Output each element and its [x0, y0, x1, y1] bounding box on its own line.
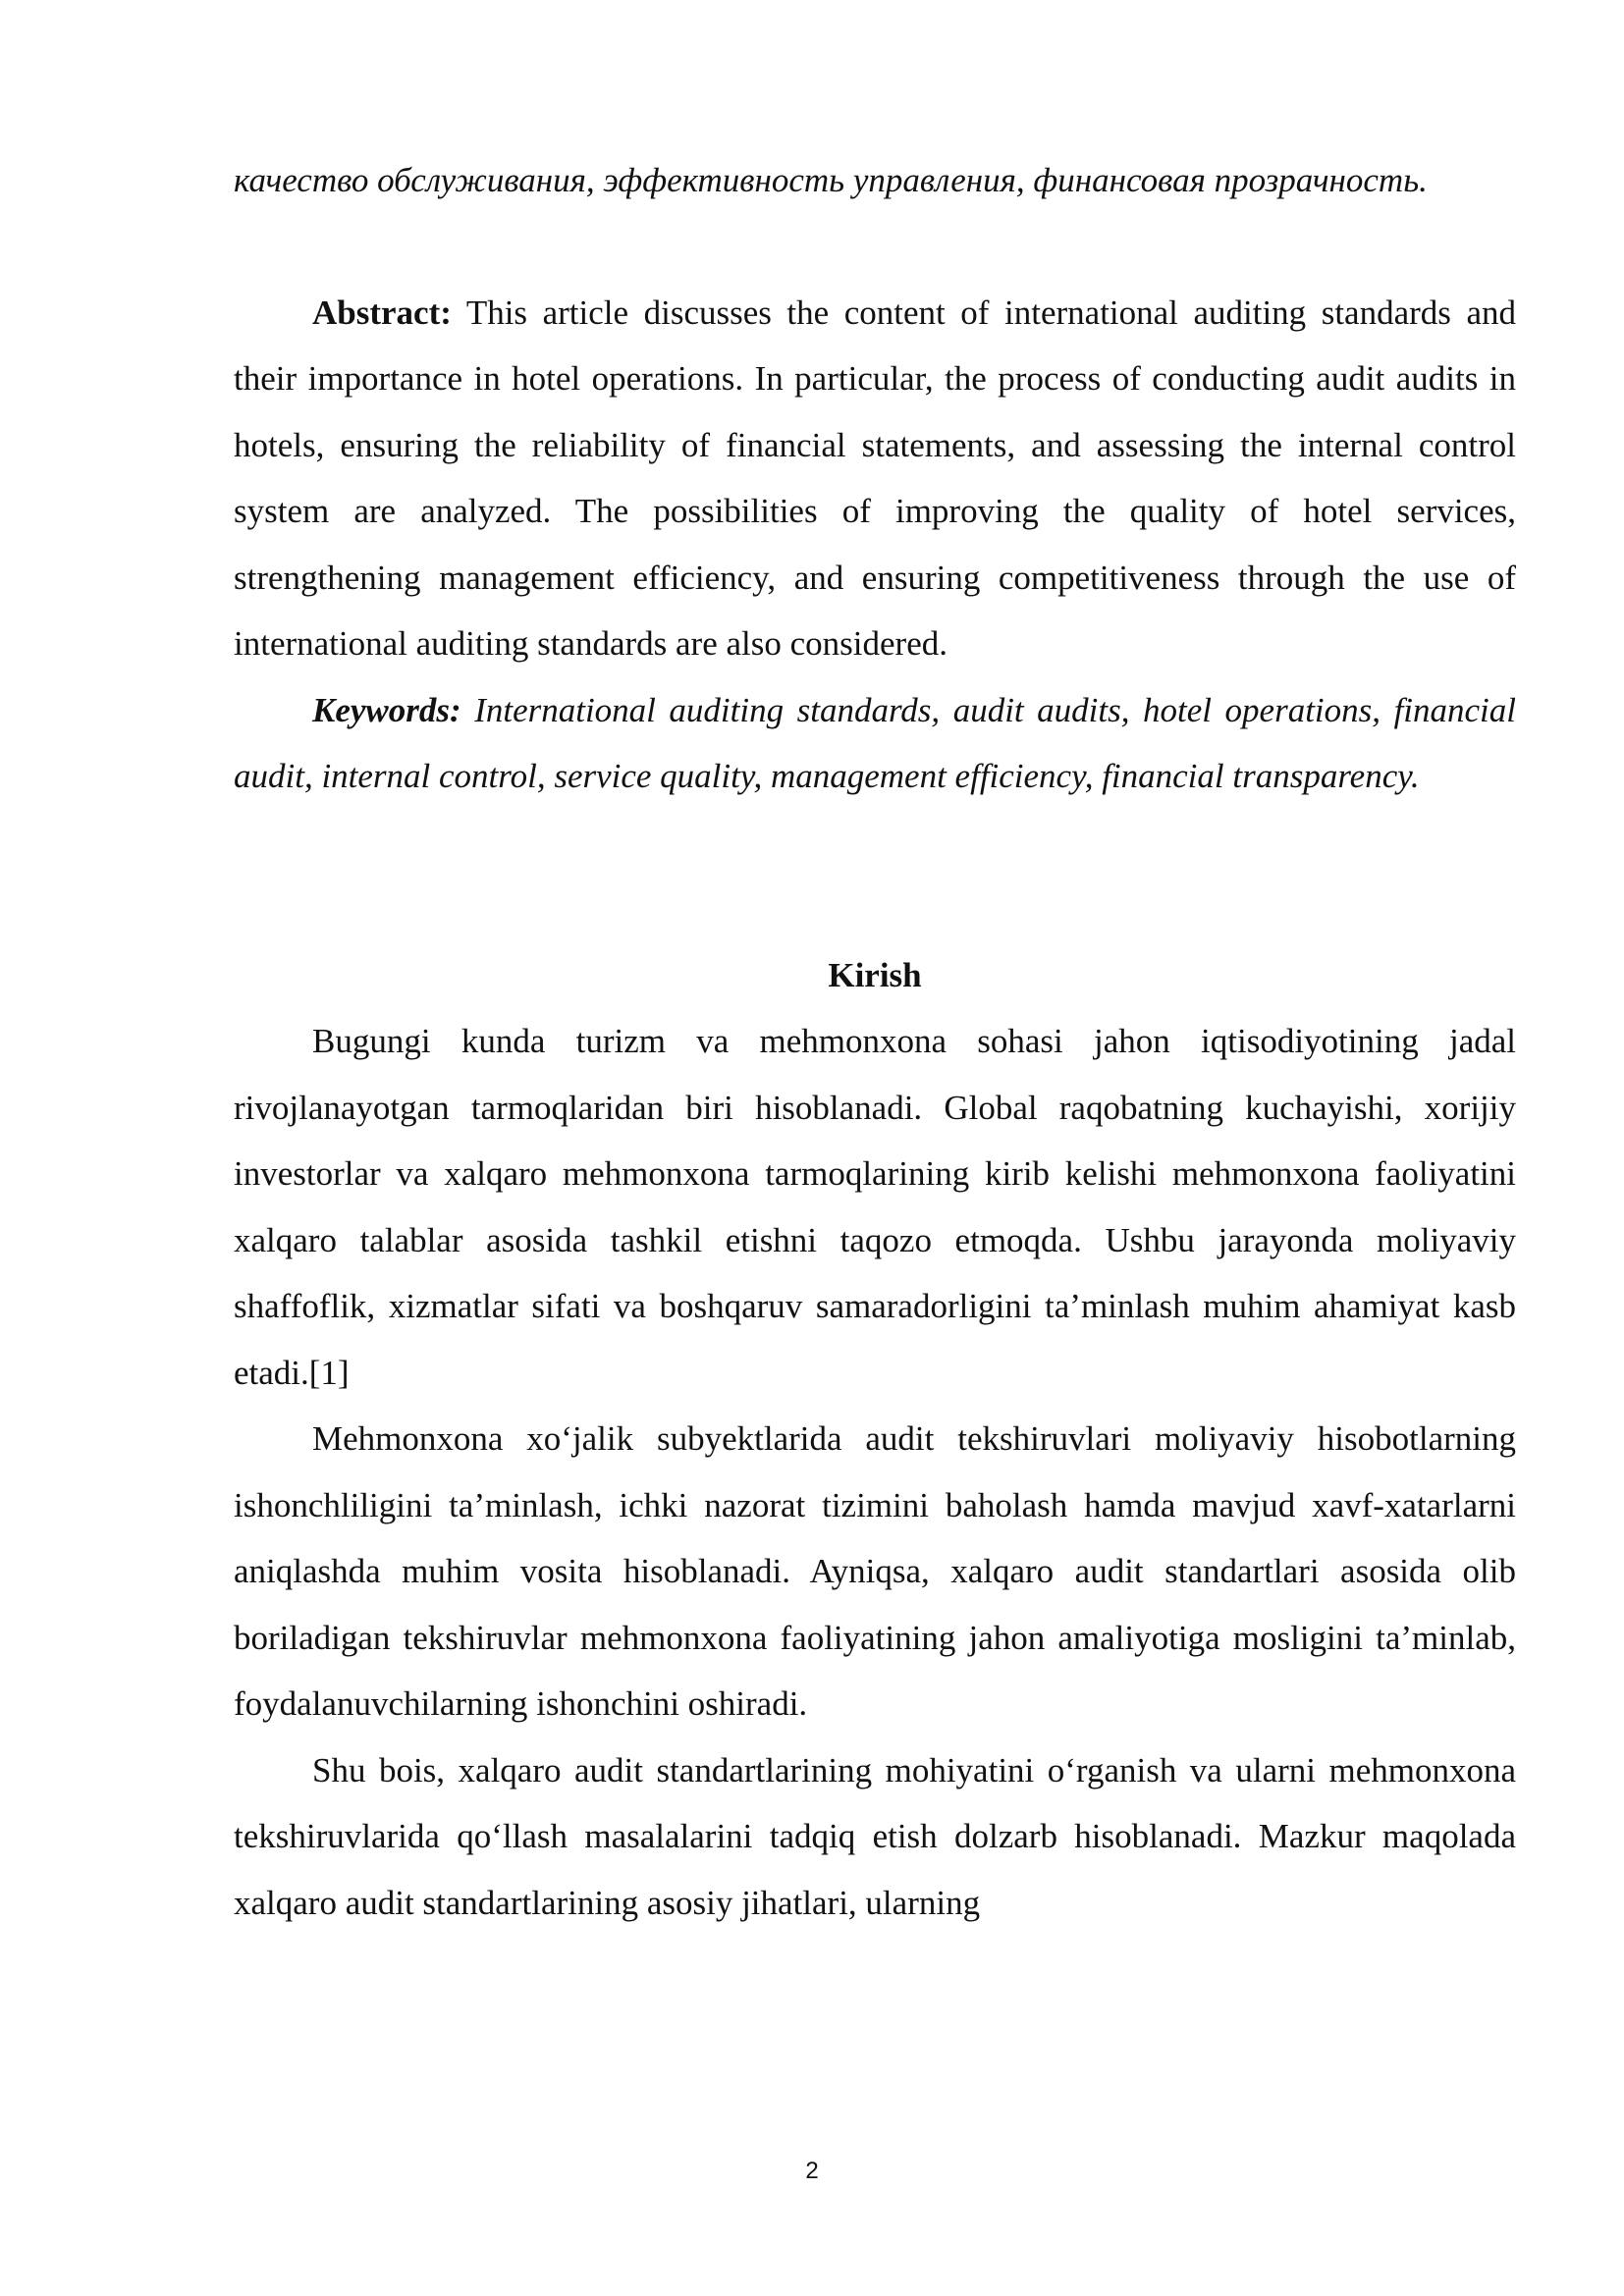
keywords-text: International auditing standards, audit audits, hotel operations, financial audit, internal control, service quality, management efficiency, financial transparency. [234, 690, 1516, 795]
page-content [234, 147, 1516, 1936]
body-paragraph: Mehmonxona xo‘jalik subyektlarida audit tekshiruvlari moliyaviy hisobotlarning ishonchliligini ta’minlash, ichki nazorat tizimini baholash hamda mavjud xavf-xatarlarni aniqlashda muhim vosita hisoblanadi. Ayniqsa, xalqaro audit standartlari asosida olib boriladigan tekshiruvlar mehmonxona faoliyatining jahon amaliyotiga mosligini ta’minlab, foydalanuvchilarning ishonchini oshiradi. [234, 1419, 1516, 1723]
keywords-paragraph [234, 677, 1516, 810]
keywords-label: Keywords: [312, 690, 461, 729]
section-heading: Kirish [828, 955, 922, 994]
body-paragraph: Shu bois, xalqaro audit standartlarining mohiyatini o‘rganish va ularni mehmonxona tekshiruvlarida qo‘llash masalalarini tadqiq etish dolzarb hisoblanadi. Mazkur maqolada xalqaro audit standartlarining asosiy jihatlari, ularning [234, 1750, 1516, 1922]
abstract-label: Abstract: [312, 293, 452, 332]
abstract-text: This article discusses the content of international auditing standards and their importance in hotel operations. In particular, the process of conducting audit audits in hotels, ensuring the reliability of financial statements, and assessing the internal control system are analyzed. The possibilities of improving the quality of hotel services, strengthening management efficiency, and ensuring competitiveness through the use of international auditing standards are also considered. [234, 293, 1516, 663]
ru-keywords-continuation: качество обслуживания, эффективность управления, финансовая прозрачность. [234, 161, 1428, 199]
body-paragraph: Bugungi kunda turizm va mehmonxona sohasi jahon iqtisodiyotining jadal rivojlanayotgan tarmoqlaridan biri hisoblanadi. Global raqobatning kuchayishi, xorijiy investorlar va xalqaro mehmonxona tarmoqlarining kirib kelishi mehmonxona faoliyatini xalqaro talablar asosida tashkil etishni taqozo etmoqda. Ushbu jarayonda moliyaviy shaffoflik, xizmatlar sifati va boshqaruv samaradorligini ta’minlash muhim ahamiyat kasb etadi.[1] [234, 1022, 1516, 1392]
abstract-paragraph [234, 280, 1516, 677]
spacer [234, 214, 1516, 280]
spacer [234, 810, 1516, 942]
page-number: 2 [805, 2158, 819, 2184]
